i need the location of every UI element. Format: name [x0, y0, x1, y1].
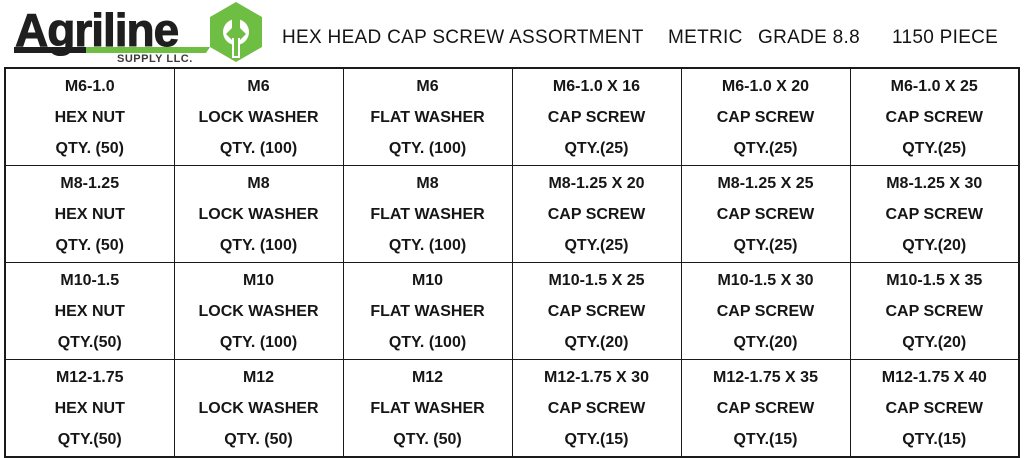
- item-quantity: QTY.(25): [733, 139, 798, 157]
- item-size: M10-1.5 X 30: [717, 271, 814, 289]
- item-quantity: QTY.(15): [733, 430, 798, 448]
- item-type: HEX NUT: [54, 399, 125, 417]
- item-size: M8-1.25 X 25: [717, 174, 814, 192]
- item-type: CAP SCREW: [885, 399, 983, 417]
- item-size: M8: [416, 174, 439, 192]
- item-type: CAP SCREW: [716, 399, 815, 417]
- item-quantity: QTY. (100): [219, 139, 298, 157]
- item-type: FLAT WASHER: [370, 108, 485, 126]
- table-cell: [850, 166, 1019, 263]
- item-type: CAP SCREW: [716, 302, 815, 320]
- item-type: LOCK WASHER: [198, 108, 319, 126]
- table-row: [5, 68, 1019, 166]
- item-size: M12: [411, 368, 444, 386]
- table-row: [5, 166, 1019, 263]
- item-size: M6-1.0: [64, 77, 115, 95]
- table-cell: [512, 263, 681, 360]
- logo-graphic: [14, 2, 264, 64]
- item-quantity: QTY. (50): [55, 236, 124, 254]
- item-type: LOCK WASHER: [198, 302, 319, 320]
- item-size: M6-1.0 X 25: [890, 77, 978, 95]
- assortment-table: [4, 67, 1020, 458]
- item-size: M10-1.5 X 25: [548, 271, 645, 289]
- item-size: M10-1.5 X 35: [886, 271, 983, 289]
- item-quantity: QTY.(20): [733, 333, 798, 351]
- item-size: M10: [411, 271, 444, 289]
- item-quantity: QTY. (50): [393, 430, 462, 448]
- item-size: M12-1.75 X 35: [713, 368, 818, 386]
- page-header: [0, 0, 1024, 66]
- item-quantity: QTY.(25): [733, 236, 798, 254]
- item-type: FLAT WASHER: [370, 205, 485, 223]
- item-type: CAP SCREW: [716, 205, 815, 223]
- item-type: FLAT WASHER: [370, 302, 485, 320]
- measurement-system: METRIC: [668, 27, 743, 48]
- item-size: M12-1.75 X 30: [544, 368, 649, 386]
- item-type: FLAT WASHER: [370, 399, 485, 417]
- table-cell: [850, 263, 1019, 360]
- brand-tagline: SUPPLY LLC.: [117, 53, 193, 64]
- table-cell: [343, 360, 512, 458]
- item-type: LOCK WASHER: [198, 399, 319, 417]
- item-quantity: QTY.(50): [57, 430, 122, 448]
- item-type: CAP SCREW: [547, 205, 646, 223]
- table-cell: [5, 166, 174, 263]
- item-quantity: QTY. (100): [388, 139, 467, 157]
- item-size: M10-1.5: [60, 271, 120, 289]
- table-cell: [174, 68, 343, 166]
- table-cell: [174, 263, 343, 360]
- item-size: M6: [416, 77, 439, 95]
- item-type: HEX NUT: [54, 302, 125, 320]
- item-quantity: QTY.(25): [902, 139, 967, 157]
- table-cell: [5, 68, 174, 166]
- table-cell: [512, 166, 681, 263]
- brand-name: Agriline: [15, 4, 179, 56]
- table-cell: [5, 263, 174, 360]
- item-quantity: QTY.(20): [902, 333, 967, 351]
- item-size: M12-1.75: [55, 368, 124, 386]
- item-size: M10: [242, 271, 275, 289]
- item-quantity: QTY.(25): [564, 139, 629, 157]
- table-row: [5, 360, 1019, 458]
- table-cell: [850, 68, 1019, 166]
- table-cell: [343, 68, 512, 166]
- item-quantity: QTY. (100): [388, 333, 467, 351]
- item-quantity: QTY. (100): [219, 236, 298, 254]
- table-cell: [681, 360, 850, 458]
- item-type: HEX NUT: [54, 205, 125, 223]
- table-cell: [512, 360, 681, 458]
- item-type: CAP SCREW: [885, 108, 983, 126]
- item-size: M8-1.25 X 30: [886, 174, 983, 192]
- table-cell: [174, 360, 343, 458]
- item-size: M6: [247, 77, 270, 95]
- table-cell: [681, 68, 850, 166]
- item-type: CAP SCREW: [885, 302, 983, 320]
- item-quantity: QTY. (50): [55, 139, 124, 157]
- item-type: CAP SCREW: [885, 205, 983, 223]
- item-size: M6-1.0 X 16: [552, 77, 641, 95]
- item-quantity: QTY. (100): [219, 333, 298, 351]
- item-quantity: QTY. (100): [388, 236, 467, 254]
- item-type: CAP SCREW: [716, 108, 815, 126]
- item-size: M8-1.25: [60, 174, 120, 192]
- item-quantity: QTY.(50): [57, 333, 122, 351]
- table-cell: [850, 360, 1019, 458]
- table-cell: [681, 263, 850, 360]
- item-size: M8-1.25 X 20: [548, 174, 645, 192]
- table-cell: [681, 166, 850, 263]
- wrench-gear-icon: [210, 2, 262, 62]
- item-quantity: QTY.(20): [564, 333, 629, 351]
- item-type: LOCK WASHER: [198, 205, 319, 223]
- table-cell: [174, 166, 343, 263]
- grade-label: GRADE 8.8: [758, 27, 860, 48]
- item-type: CAP SCREW: [547, 399, 646, 417]
- table-cell: [343, 263, 512, 360]
- item-size: M12-1.75 X 40: [881, 368, 987, 386]
- item-quantity: QTY.(15): [902, 430, 967, 448]
- item-size: M6-1.0 X 20: [721, 77, 810, 95]
- document-title: HEX HEAD CAP SCREW ASSORTMENT: [282, 27, 644, 48]
- item-type: CAP SCREW: [547, 108, 646, 126]
- item-quantity: QTY.(15): [564, 430, 629, 448]
- table-cell: [5, 360, 174, 458]
- brand-logo: [14, 2, 264, 64]
- item-size: M8: [247, 174, 270, 192]
- item-quantity: QTY.(20): [902, 236, 967, 254]
- table-cell: [343, 166, 512, 263]
- table-row: [5, 263, 1019, 360]
- item-quantity: QTY.(25): [564, 236, 629, 254]
- item-size: M12: [242, 368, 275, 386]
- piece-count: 1150 PIECE: [892, 27, 999, 48]
- table-cell: [512, 68, 681, 166]
- item-type: CAP SCREW: [547, 302, 646, 320]
- item-quantity: QTY. (50): [224, 430, 293, 448]
- item-type: HEX NUT: [54, 108, 125, 126]
